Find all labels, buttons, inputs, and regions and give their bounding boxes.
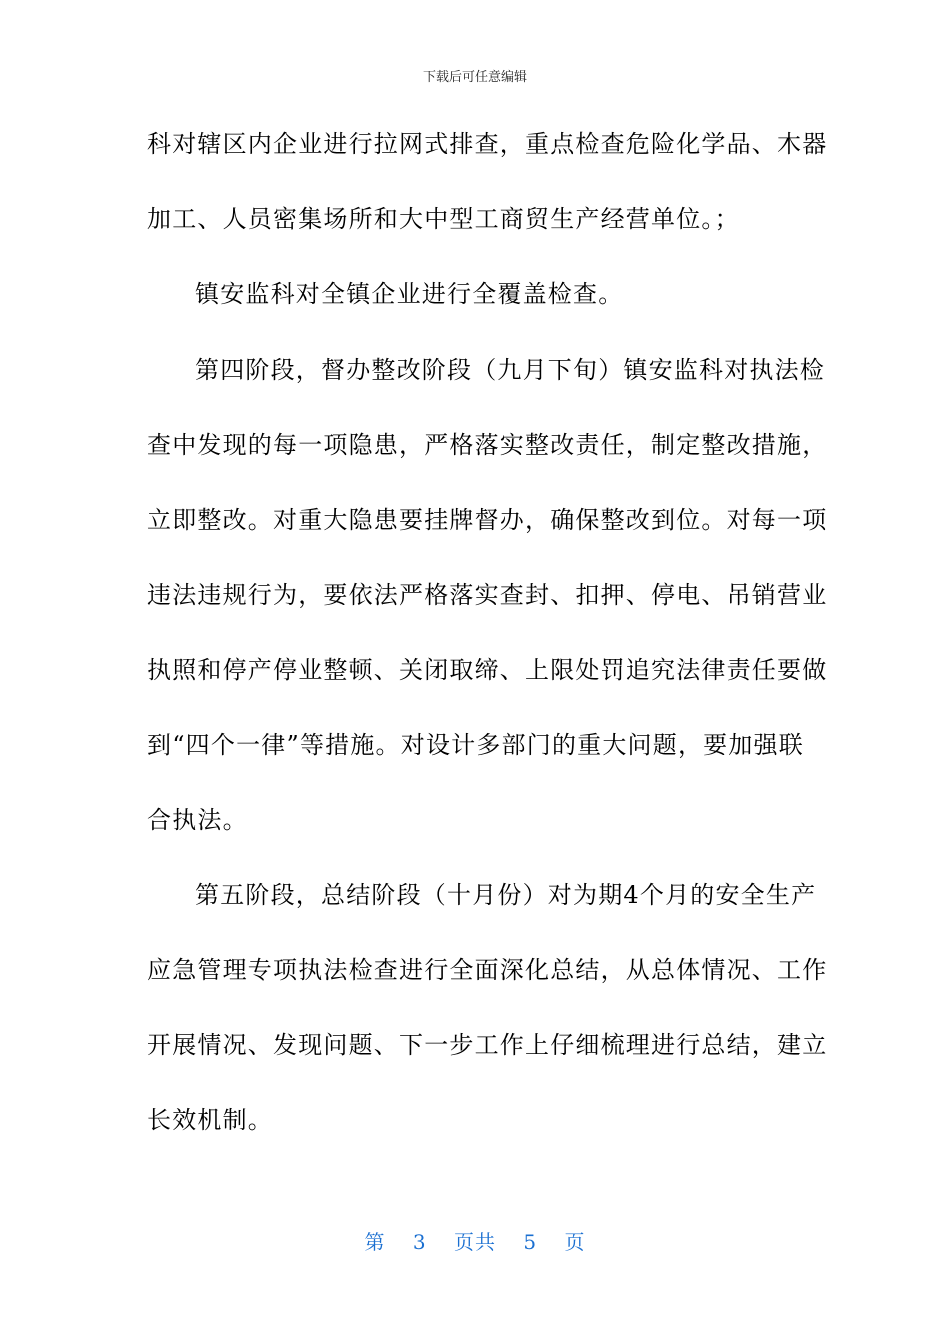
text-line: 违法违规行为，要依法严格落实查封、扣押、停电、吊销营业 bbox=[147, 581, 828, 609]
current-page-number: 3 bbox=[412, 1230, 427, 1254]
text-line: 应急管理专项执法检查进行全面深化总结，从总体情况、工作 bbox=[147, 956, 828, 984]
text-line: 查中发现的每一项隐患，严格落实整改责任，制定整改措施， bbox=[147, 431, 828, 459]
text-line: 合执法。 bbox=[147, 806, 248, 834]
header-note: 下载后可任意编辑 bbox=[422, 70, 527, 85]
footer-suffix: 页 bbox=[564, 1230, 586, 1254]
text-line: 立即整改。对重大隐患要挂牌督办，确保整改到位。对每一项 bbox=[147, 506, 828, 534]
text-line: 执照和停产停业整顿、关闭取缔、上限处罚追究法律责任要做 bbox=[147, 656, 828, 684]
text-line: 长效机制。 bbox=[147, 1106, 273, 1134]
text-line: 开展情况、发现问题、下一步工作上仔细梳理进行总结，建立 bbox=[147, 1031, 828, 1059]
footer-prefix: 第 bbox=[364, 1230, 386, 1254]
text-line: 镇安监科对全镇企业进行全覆盖检查。 bbox=[195, 280, 624, 308]
text-line: 加工、人员密集场所和大中型工商贸生产经营单位。； bbox=[147, 205, 740, 233]
text-line: 到“四个一律”等措施。对设计多部门的重大问题，要加强联 bbox=[147, 731, 804, 759]
text-line: 第五阶段，总结阶段（十月份）对为期4个月的安全生产 bbox=[195, 881, 817, 909]
text-line: 科对辖区内企业进行拉网式排查，重点检查危险化学品、木器 bbox=[147, 130, 828, 158]
text-line: 第四阶段，督办整改阶段（九月下旬）镇安监科对执法检 bbox=[195, 356, 825, 384]
total-pages-number: 5 bbox=[523, 1230, 538, 1254]
footer-middle: 页共 bbox=[454, 1230, 496, 1254]
page-footer bbox=[0, 1226, 950, 1255]
